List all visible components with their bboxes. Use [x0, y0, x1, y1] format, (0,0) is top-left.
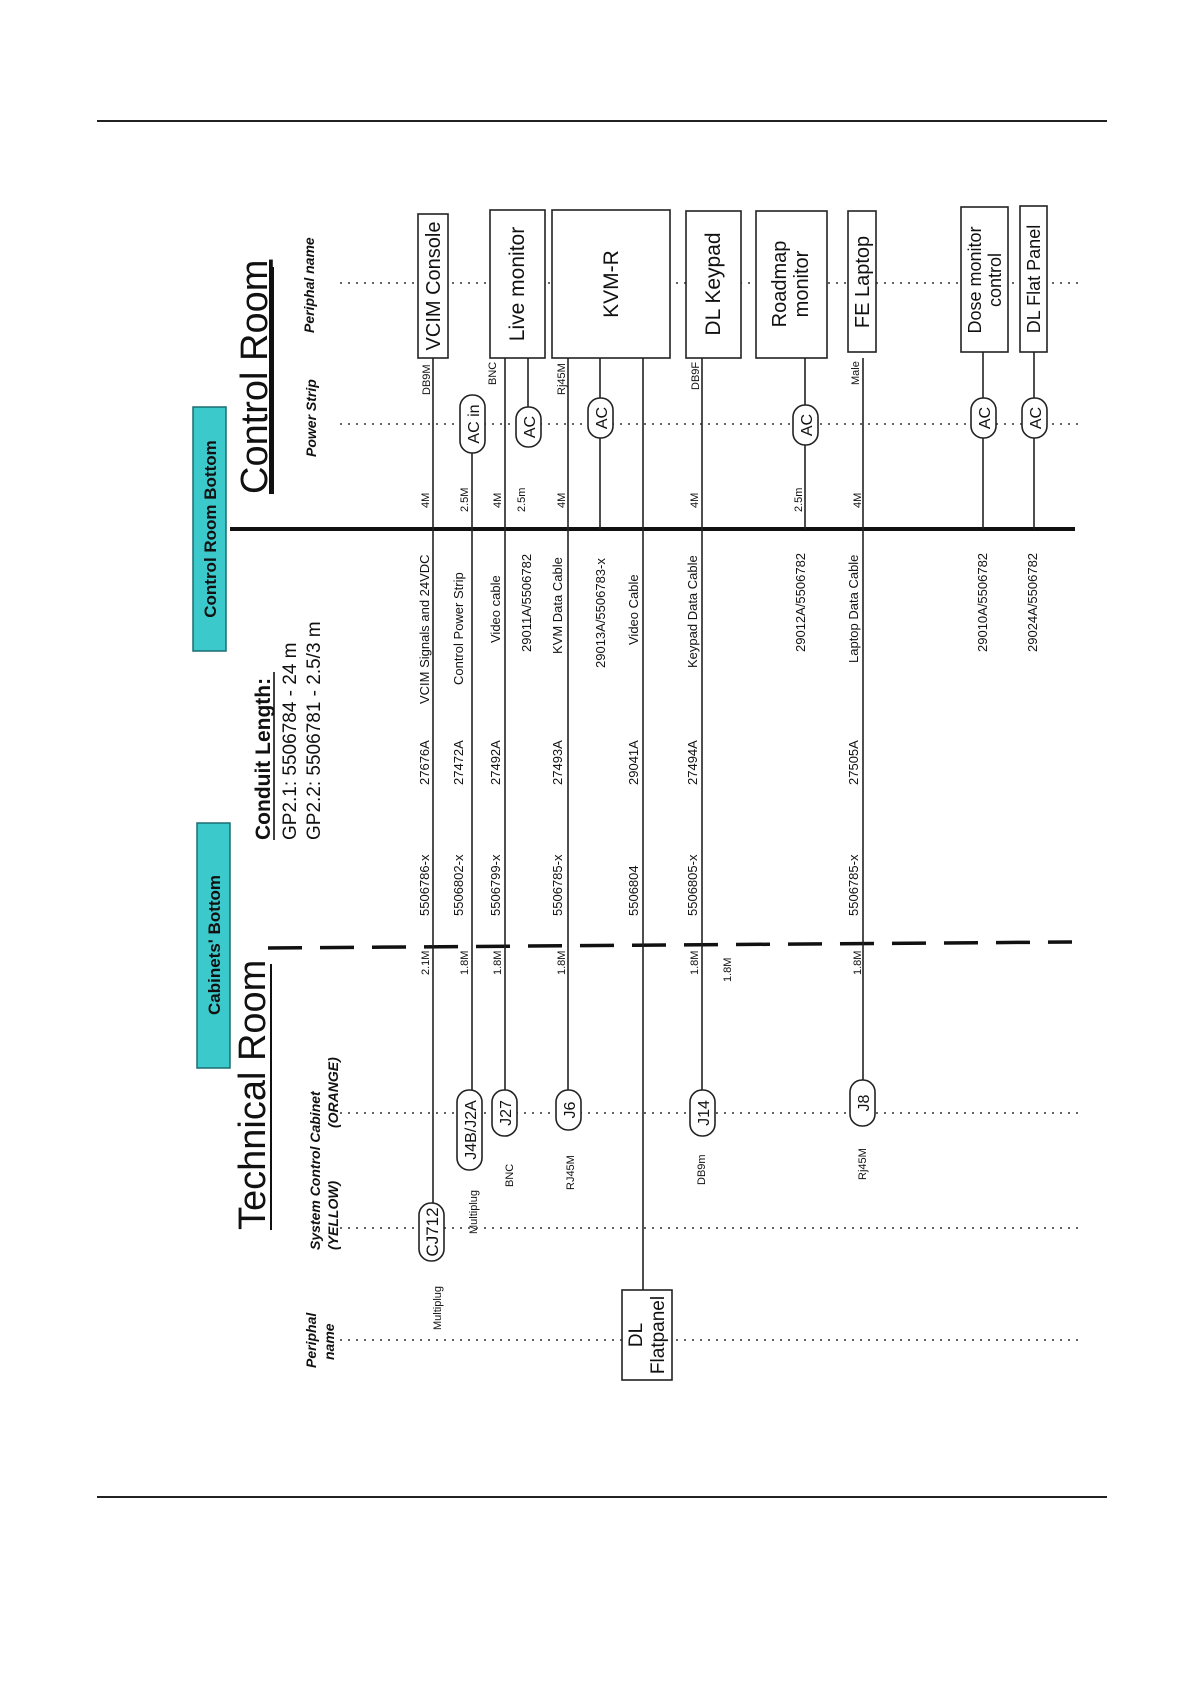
- ac-in-label: AC in: [466, 404, 483, 444]
- fe-laptop-label: FE Laptop: [852, 235, 874, 329]
- length-vcim-right: 4M: [420, 492, 432, 508]
- length-keypad-right: 4M: [689, 492, 701, 508]
- orange-label: (ORANGE): [325, 1057, 341, 1128]
- type-bnc-right: BNC: [487, 361, 499, 385]
- j6-label: J6: [562, 1101, 579, 1119]
- cable-labels: [417, 553, 1040, 916]
- cable-ac-roadmap-desc: 29012A/5506782: [793, 552, 808, 652]
- length-laptop-right: 4M: [852, 492, 864, 508]
- cabinets-bottom-label: Cabinets' Bottom: [205, 874, 224, 1016]
- roadmap-monitor-label-2: monitor: [791, 250, 813, 318]
- length-video-left: 1.8M: [492, 950, 504, 975]
- cable-video-id: 27492A: [488, 740, 503, 785]
- periphal-name-left-2: name: [321, 1323, 337, 1360]
- ac-roadmap-label: AC: [799, 413, 816, 437]
- type-bnc-left: BNC: [504, 1163, 516, 1187]
- technical-room-title: Technical Room: [232, 959, 274, 1230]
- cable-vcim-part: 5506786-x: [417, 854, 432, 916]
- type-db9m-left: DB9m: [696, 1154, 708, 1185]
- conduit-line-1: GP2.1: 5506784 - 24 m: [280, 642, 301, 840]
- length-roadmap-right: 2.5m: [793, 487, 805, 512]
- cable-flatpanel-part: 5506804: [626, 865, 641, 916]
- cable-keypad-id: 27494A: [685, 740, 700, 785]
- cable-ac-live-desc: 29011A/5506782: [519, 553, 534, 652]
- cable-kvm-part: 5506785-x: [550, 854, 565, 916]
- j27-label: J27: [498, 1100, 515, 1126]
- length-video-right: 4M: [492, 492, 504, 508]
- roadmap-monitor-label-1: Roadmap: [769, 240, 791, 328]
- cable-ac-flat-panel-desc: 29024A/5506782: [1025, 552, 1040, 652]
- length-kvm-right: 4M: [556, 492, 568, 508]
- yellow-label: (YELLOW): [325, 1180, 341, 1250]
- cable-keypad-desc: Keypad Data Cable: [685, 555, 700, 668]
- ac-live-label: AC: [522, 415, 539, 439]
- cable-laptop-id: 27505A: [846, 740, 861, 785]
- dl-flatpanel-label-1: DL: [626, 1322, 647, 1348]
- length-vcim-left: 2.1M: [420, 950, 432, 975]
- ac-dose-label: AC: [977, 406, 994, 430]
- cable-ac-kvm-desc: 29013A/5506783-x: [593, 558, 608, 668]
- cable-flatpanel-id: 29041A: [626, 740, 641, 785]
- periphal-name-left-1: Periphal: [303, 1312, 319, 1368]
- j4b-j2a-label: J4B/J2A: [463, 1100, 480, 1160]
- type-rj45m-left: RJ45M: [565, 1155, 577, 1190]
- cable-video-part: 5506799-x: [488, 854, 503, 916]
- length-power-left: 1.8M: [459, 950, 471, 975]
- live-monitor-label: Live monitor: [506, 226, 529, 342]
- dose-monitor-label-2: control: [985, 252, 1005, 308]
- kvm-r-label: KVM-R: [600, 250, 623, 318]
- cable-laptop-part: 5506785-x: [846, 854, 861, 916]
- cable-ac-dose-desc: 29010A/5506782: [975, 552, 990, 652]
- connector-pills: [419, 395, 1047, 1261]
- cable-vcim-desc: VCIM Signals and 24VDC: [417, 554, 432, 704]
- control-room-bottom-label: Control Room Bottom: [201, 440, 220, 618]
- j8-label: J8: [856, 1094, 873, 1112]
- length-keypad-left: 1.8M: [689, 950, 701, 975]
- cable-power-id: 27472A: [451, 740, 466, 785]
- control-room-title: Control Room: [234, 259, 276, 494]
- conduit-line-2: GP2.2: 5506781 - 2.5/3 m: [304, 621, 325, 840]
- length-kvm-left: 1.8M: [556, 950, 568, 975]
- length-flatpanel-left: 1.8M: [722, 957, 734, 982]
- peripheral-boxes: [418, 206, 1047, 1380]
- type-multiplug-2: Multiplug: [468, 1189, 480, 1234]
- type-multiplug-1: Multiplug: [432, 1285, 444, 1330]
- vcim-console-label: VCIM Console: [423, 221, 445, 351]
- cable-kvm-desc: KVM Data Cable: [550, 557, 565, 654]
- periphal-name-header: Periphal name: [301, 237, 317, 333]
- cable-video-desc: Video cable: [488, 575, 503, 643]
- cable-flatpanel-desc: Video Cable: [626, 574, 641, 645]
- type-rj45m-left-2: Rj45M: [857, 1148, 869, 1180]
- length-laptop-left: 1.8M: [852, 950, 864, 975]
- cable-laptop-desc: Laptop Data Cable: [846, 554, 861, 663]
- dl-flat-panel-label: DL Flat Panel: [1024, 224, 1044, 334]
- cable-vcim-id: 27676A: [417, 740, 432, 785]
- conduit-title: Conduit Length:: [252, 677, 275, 840]
- j14-label: J14: [696, 1100, 713, 1126]
- column-guides: [340, 283, 1080, 1340]
- power-strip-header: Power Strip: [303, 379, 319, 457]
- ac-flat-panel-label: AC: [1028, 406, 1045, 430]
- cable-power-desc: Control Power Strip: [451, 572, 466, 685]
- type-db9f-right: DB9F: [690, 361, 702, 390]
- cable-power-part: 5506802-x: [451, 854, 466, 916]
- dl-keypad-label: DL Keypad: [702, 232, 725, 336]
- ac-kvm-label: AC: [594, 406, 611, 430]
- type-rj45m-right: Rj45M: [556, 363, 568, 395]
- type-male-right: Male: [850, 361, 862, 385]
- cj712-label: CJ712: [423, 1207, 442, 1257]
- length-power-right: 2.5M: [459, 487, 471, 512]
- type-db9m-right: DB9M: [421, 364, 433, 395]
- length-ac-live-right: 2.5m: [516, 487, 528, 512]
- cable-keypad-part: 5506805-x: [685, 854, 700, 916]
- technical-room-boundary: [268, 942, 1072, 948]
- cable-kvm-id: 27493A: [550, 740, 565, 785]
- system-control-cabinet-header: System Control Cabinet: [307, 1091, 323, 1250]
- dl-flatpanel-label-2: Flatpanel: [648, 1295, 669, 1375]
- dose-monitor-label-1: Dose monitor: [965, 226, 985, 334]
